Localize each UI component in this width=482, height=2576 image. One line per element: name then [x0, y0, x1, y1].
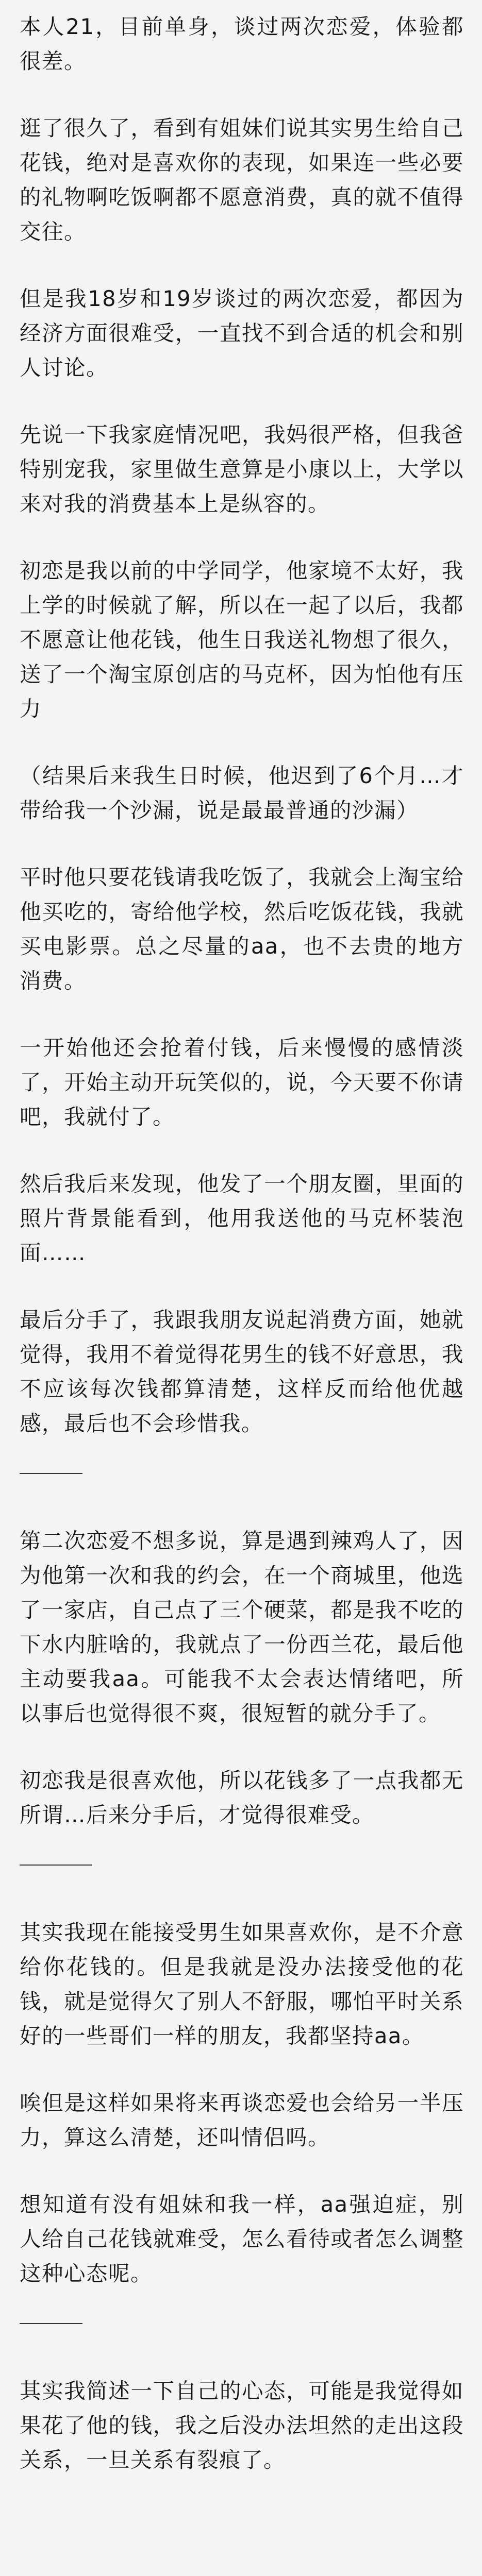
paragraph: 先说一下我家庭情况吧，我妈很严格，但我爸特别宠我，家里做生意算是小康以上，大学以来对我的消费基本上是纵容的。	[20, 422, 464, 516]
paragraph: 想知道有没有姐妹和我一样，aa强迫症，别人给自己花钱就难受，怎么看待或者怎么调整这种心态呢。	[20, 2192, 464, 2286]
paragraph: 第二次恋爱不想多说，算是遇到辣鸡人了，因为他第一次和我的约会，在一个商城里，他选了一家店，自己点了三个硬菜，都是我不吃的下水内脏啥的，我就点了一份西兰花，最后他主动要我aa。可能我不太会表达情绪吧，所以事后也觉得很不爽，很短暂的就分手了。	[20, 1528, 464, 1726]
section-divider	[20, 2323, 82, 2324]
paragraph: 初恋是我以前的中学同学，他家境不太好，我上学的时候就了解，所以在一起了以后，我都不愿意让他花钱，他生日我送礼物想了很久，送了一个淘宝原创店的马克杯，因为怕他有压力	[20, 558, 464, 721]
note-content	[20, 9, 464, 2510]
paragraph: 唉但是这样如果将来再谈恋爱也会给另一半压力，算这么清楚，还叫情侣吗。	[20, 2090, 464, 2150]
paragraph: 其实我现在能接受男生如果喜欢你，是不介意给你花钱的。但是我就是没办法接受他的花钱，就是觉得欠了别人不舒服，哪怕平时关系好的一些哥们一样的朋友，我都坚持aa。	[20, 1920, 464, 2048]
paragraph: 其实我简述一下自己的心态，可能是我觉得如果花了他的钱，我之后没办法坦然的走出这段关系，一旦关系有裂痕了。	[20, 2378, 464, 2472]
paragraph: 一开始他还会抢着付钱，后来慢慢的感情淡了，开始主动开玩笑似的，说，今天要不你请吧，我就付了。	[20, 1035, 464, 1129]
paragraph: 平时他只要花钱请我吃饭了，我就会上淘宝给他买吃的，寄给他学校，然后吃饭花钱，我就买电影票。总之尽量的aa，也不去贵的地方消费。	[20, 865, 464, 993]
paragraph: 然后我后来发现，他发了一个朋友圈，里面的照片背景能看到，他用我送他的马克杯装泡面……	[20, 1171, 464, 1265]
paragraph: 但是我18岁和19岁谈过的两次恋爱，都因为经济方面很难受，一直找不到合适的机会和别人讨论。	[20, 286, 464, 380]
paragraph: 本人21，目前单身，谈过两次恋爱，体验都很差。	[20, 14, 464, 74]
paragraph: 逛了很久了，看到有姐妹们说其实男生给自己花钱，绝对是喜欢你的表现，如果连一些必要的礼物啊吃饭啊都不愿意消费，真的就不值得交往。	[20, 115, 464, 244]
paragraph: （结果后来我生日时候，他迟到了6个月…才带给我一个沙漏，说是最最普通的沙漏）	[20, 763, 464, 823]
paragraph: 初恋我是很喜欢他，所以花钱多了一点我都无所谓…后来分手后，才觉得很难受。	[20, 1768, 464, 1827]
section-divider	[20, 1865, 92, 1866]
paragraph: 最后分手了，我跟我朋友说起消费方面，她就觉得，我用不着觉得花男生的钱不好意思，我不应该每次钱都算清楚，这样反而给他优越感，最后也不会珍惜我。	[20, 1307, 464, 1436]
section-divider	[20, 1473, 82, 1474]
